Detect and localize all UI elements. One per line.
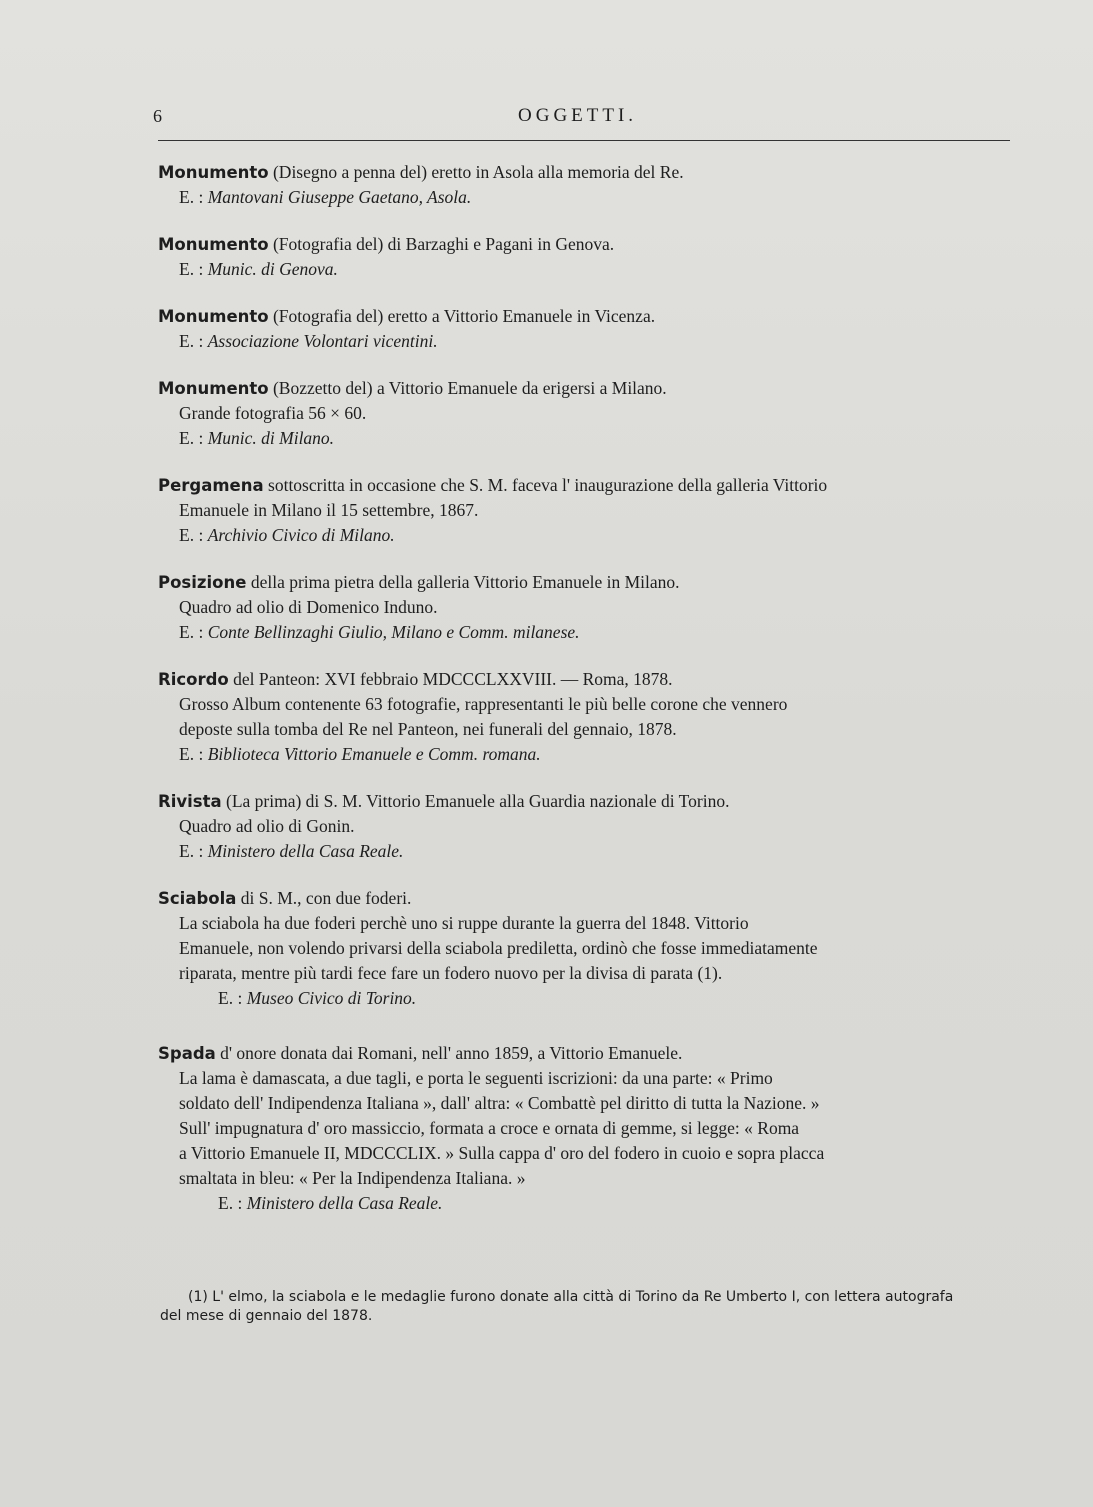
entry-paragraph-line: Emanuele, non volendo privarsi della sciabola prediletta, ordinò che fosse immediatamente xyxy=(179,938,818,958)
entry-heading: Monumento xyxy=(158,163,269,182)
running-title: OGGETTI. xyxy=(518,105,638,126)
catalog-entry xyxy=(158,160,1013,210)
entry-detail: Grande fotografia 56 × 60. xyxy=(179,403,367,423)
entry-description: di S. M., con due foderi. xyxy=(236,888,412,908)
entry-paragraph-line: La lama è damascata, a due tagli, e porta le seguenti iscrizioni: da una parte: « Primo xyxy=(179,1068,773,1088)
entry-description: d' onore donata dai Romani, nell' anno 1859, a Vittorio Emanuele. xyxy=(215,1043,683,1063)
owner-prefix: E. : xyxy=(179,525,208,545)
footnote-line: (1) L' elmo, la sciabola e le medaglie furono donate alla città di Torino da Re Umberto I, con lettera autografa xyxy=(188,1289,954,1305)
owner-prefix: E. : xyxy=(179,331,208,351)
owner-prefix: E. : xyxy=(179,428,208,448)
owner-prefix: E. : xyxy=(179,259,208,279)
entry-heading: Monumento xyxy=(158,235,269,254)
entry-description: (Disegno a penna del) eretto in Asola alla memoria del Re. xyxy=(268,162,684,182)
entry-description: del Panteon: XVI febbraio MDCCCLXXVIII. — Roma, 1878. xyxy=(228,669,673,689)
entry-description: sottoscritta in occasione che S. M. faceva l' inaugurazione della galleria Vittorio xyxy=(263,475,828,495)
owner-prefix: E. : xyxy=(179,744,208,764)
entry-paragraph-line: Sull' impugnatura d' oro massiccio, formata a croce e ornata di gemme, si legge: « Roma xyxy=(179,1118,800,1138)
entry-detail: Quadro ad olio di Domenico Induno. xyxy=(179,597,438,617)
owner-prefix: E. : xyxy=(218,1193,247,1213)
entry-heading: Ricordo xyxy=(158,670,229,689)
entry-detail: Quadro ad olio di Gonin. xyxy=(179,816,355,836)
entry-heading: Posizione xyxy=(158,573,247,592)
catalog-entry xyxy=(158,376,1013,451)
entry-owner: Biblioteca Vittorio Emanuele e Comm. romana. xyxy=(207,744,541,764)
entry-heading: Monumento xyxy=(158,307,269,326)
entry-description: (La prima) di S. M. Vittorio Emanuele alla Guardia nazionale di Torino. xyxy=(221,791,730,811)
owner-prefix: E. : xyxy=(179,187,208,207)
footnote xyxy=(160,1288,1015,1326)
entry-owner: Mantovani Giuseppe Gaetano, Asola. xyxy=(207,187,472,207)
entry-paragraph-line: La sciabola ha due foderi perchè uno si ruppe durante la guerra del 1848. Vittorio xyxy=(179,913,749,933)
entry-heading: Rivista xyxy=(158,792,222,811)
header-rule xyxy=(158,140,1010,141)
catalog-entry xyxy=(158,232,1013,282)
entry-paragraph-line: a Vittorio Emanuele II, MDCCCLIX. » Sulla cappa d' oro del fodero in cuoio e sopra placca xyxy=(179,1143,825,1163)
owner-prefix: E. : xyxy=(179,841,208,861)
entry-heading: Spada xyxy=(158,1044,216,1063)
entry-paragraph-line: soldato dell' Indipendenza Italiana », dall' altra: « Combattè pel diritto di tutta la Nazione. » xyxy=(179,1093,820,1113)
entry-owner: Conte Bellinzaghi Giulio, Milano e Comm. milanese. xyxy=(207,622,580,642)
catalog-entry xyxy=(158,789,1013,864)
entry-owner: Ministero della Casa Reale. xyxy=(207,841,404,861)
entry-owner: Munic. di Genova. xyxy=(207,259,338,279)
owner-prefix: E. : xyxy=(218,988,247,1008)
entry-paragraph-line: riparata, mentre più tardi fece fare un fodero nuovo per la divisa di parata (1). xyxy=(179,963,723,983)
entry-paragraph-line: smaltata in bleu: « Per la Indipendenza Italiana. » xyxy=(179,1168,526,1188)
catalog-entry xyxy=(158,1041,1013,1216)
entry-owner: Associazione Volontari vicentini. xyxy=(207,331,438,351)
catalog-entry xyxy=(158,473,1013,548)
catalog-entry xyxy=(158,570,1013,645)
entry-description-cont: Emanuele in Milano il 15 settembre, 1867. xyxy=(179,500,479,520)
entry-paragraph-line: Grosso Album contenente 63 fotografie, rappresentanti le più belle corone che vennero xyxy=(179,694,788,714)
entry-description: (Fotografia del) eretto a Vittorio Emanuele in Vicenza. xyxy=(268,306,656,326)
catalog-entry xyxy=(158,667,1013,767)
entry-description: (Fotografia del) di Barzaghi e Pagani in Genova. xyxy=(268,234,615,254)
entry-owner: Museo Civico di Torino. xyxy=(246,988,417,1008)
entry-description: della prima pietra della galleria Vittorio Emanuele in Milano. xyxy=(246,572,680,592)
entry-heading: Sciabola xyxy=(158,889,237,908)
entry-paragraph-line: deposte sulla tomba del Re nel Panteon, nei funerali del gennaio, 1878. xyxy=(179,719,677,739)
entry-owner: Archivio Civico di Milano. xyxy=(207,525,395,545)
footnote-line: del mese di gennaio del 1878. xyxy=(160,1308,373,1324)
entry-heading: Pergamena xyxy=(158,476,264,495)
owner-prefix: E. : xyxy=(179,622,208,642)
catalog-entries xyxy=(158,160,1013,1238)
entry-heading: Monumento xyxy=(158,379,269,398)
catalog-entry xyxy=(158,886,1013,1011)
catalog-entry xyxy=(158,304,1013,354)
entry-owner: Munic. di Milano. xyxy=(207,428,335,448)
entry-owner: Ministero della Casa Reale. xyxy=(246,1193,443,1213)
page-number: 6 xyxy=(153,106,162,126)
entry-description: (Bozzetto del) a Vittorio Emanuele da erigersi a Milano. xyxy=(268,378,667,398)
